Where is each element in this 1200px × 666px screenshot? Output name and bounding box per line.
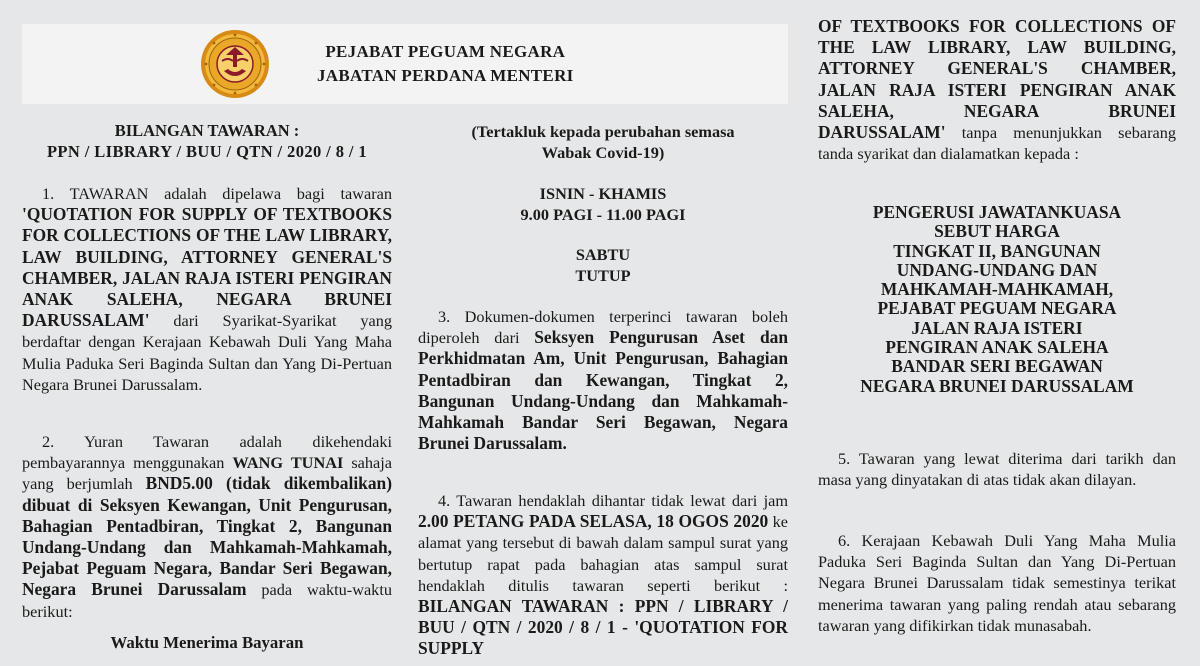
p4-bold-ref: BILANGAN TAWARAN : PPN / LIBRARY / BUU / QTN / 2020 / 8 / 1 - 'QUOTATION FOR SUPPLY (418, 596, 788, 659)
ref-title: BILANGAN TAWARAN : (114, 121, 300, 140)
address-line: TINGKAT II, BANGUNAN (893, 240, 1101, 261)
covid-line2: Wabak Covid-19) (541, 143, 665, 162)
paragraph-5: 5. Tawaran yang lewat diterima dari tarikh dan masa yang dinyatakan di atas tidak akan dilayan. (818, 449, 1176, 490)
paragraph-3 (418, 306, 788, 454)
header-line2: JABATAN PERDANA MENTERI (317, 66, 574, 85)
crest-emblem-icon (200, 29, 270, 99)
address-block (818, 203, 1176, 396)
paragraph-6: 6. Kerajaan Kebawah Duli Yang Maha Mulia Paduka Seri Baginda Sultan dan Yang Di-Pertuan Negara Brunei Darussalam tidak semestinya terikat menerima tawaran yang paling rendah atau sebarang tawaran yang difikirkan tidak munasabah. (818, 531, 1176, 635)
p2-mid: sahaja yang berjumlah (22, 453, 392, 494)
address-line: PENGERUSI JAWATANKUASA (872, 202, 1122, 222)
continuation-paragraph (818, 16, 1176, 164)
p1-intro: 1. TAWARAN adalah dipelawa bagi tawaran (42, 184, 392, 203)
address-line: NEGARA BRUNEI DARUSSALAM (860, 375, 1134, 396)
p1-bold: 'QUOTATION FOR SUPPLY OF TEXTBOOKS FOR COLLECTIONS OF THE LAW LIBRARY, LAW BUILDING, ATTORNEY GENERAL'S CHAMBER, JALAN RAJA ISTERI PENGIRAN ANAK SALEHA, NEGARA BRUNEI DARUSSALAM' (22, 204, 392, 331)
waktu-heading: Waktu Menerima Bayaran (110, 633, 304, 652)
days-saturday: SABTU (575, 245, 631, 264)
p4-intro: 4. Tawaran hendaklah dihantar tidak lewat dari jam (438, 491, 788, 510)
time-saturday: TUTUP (575, 266, 631, 285)
cont-bold: OF TEXTBOOKS FOR COLLECTIONS OF THE LAW LIBRARY, LAW BUILDING, ATTORNEY GENERAL'S CHAMBER, JALAN RAJA ISTERI PENGIRAN ANAK SALEHA, NEGARA BRUNEI DARUSSALAM' (818, 16, 1176, 143)
header-banner (22, 24, 788, 104)
days-weekday: ISNIN - KHAMIS (539, 184, 667, 203)
time-weekday: 9.00 PAGI - 11.00 PAGI (520, 205, 686, 224)
p4-mid: ke alamat yang tersebut di bawah dalam sampul surat yang bertutup rapat pada bahagian atas sampul surat hendaklah ditulis tawaran seperti berikut : (418, 512, 788, 595)
p2-intro: 2. Yuran Tawaran adalah dikehendaki pembayarannya menggunakan (22, 432, 392, 473)
covid-line1: (Tertakluk kepada perubahan semasa (471, 122, 735, 141)
p2-rest: pada waktu-waktu berikut: (22, 580, 392, 621)
cont-rest: tanpa menunjukkan sebarang tanda syarikat dan dialamatkan kepada : (818, 123, 1176, 164)
paragraph-2 (22, 431, 392, 622)
address-line: UNDANG-UNDANG DAN (896, 259, 1098, 280)
p2-bold-cash: WANG TUNAI (232, 453, 344, 473)
p1-rest: dari Syarikat-Syarikat yang berdaftar dengan Kerajaan Kebawah Duli Yang Maha Mulia Paduka Seri Baginda Sultan dan Yang Di-Pertuan Negara Brunei Darussalam. (22, 311, 392, 394)
ref-number: PPN / LIBRARY / BUU / QTN / 2020 / 8 / 1 (46, 142, 368, 161)
address-line: SEBUT HARGA (934, 221, 1060, 242)
header-title (317, 40, 574, 88)
address-line: BANDAR SERI BEGAWAN (891, 356, 1103, 377)
p3-bold: Seksyen Pengurusan Aset dan Perkhidmatan Am, Unit Pengurusan, Bahagian Pentadbiran dan Kewangan, Tingkat 2, Bangunan Undang-Undang dan Mahkamah-Mahkamah Bandar Seri Begawan, Negara Brunei Darussalam. (418, 327, 788, 454)
address-line: JALAN RAJA ISTERI (911, 317, 1083, 338)
paragraph-1 (22, 183, 392, 395)
p3-intro: 3. Dokumen-dokumen terperinci tawaran boleh diperoleh dari (418, 307, 788, 348)
p2-bold-fee: BND5.00 (tidak dikembalikan) dibuat di Seksyen Kewangan, Unit Pengurusan, Bahagian Pentadbiran, Tingkat 2, Bangunan Undang-Undang dan Mahkamah-Mahkamah, Pejabat Peguam Negara, Bandar Seri Begawan, Negara Brunei Darussalam (22, 473, 392, 600)
address-line: PENGIRAN ANAK SALEHA (885, 337, 1109, 358)
address-line: MAHKAMAH-MAHKAMAH, (880, 279, 1114, 300)
address-line: PEJABAT PEGUAM NEGARA (877, 298, 1117, 319)
header-line1: PEJABAT PEGUAM NEGARA (325, 42, 566, 61)
p4-bold-deadline: 2.00 PETANG PADA SELASA, 18 OGOS 2020 (418, 511, 769, 532)
paragraph-4 (418, 490, 788, 660)
